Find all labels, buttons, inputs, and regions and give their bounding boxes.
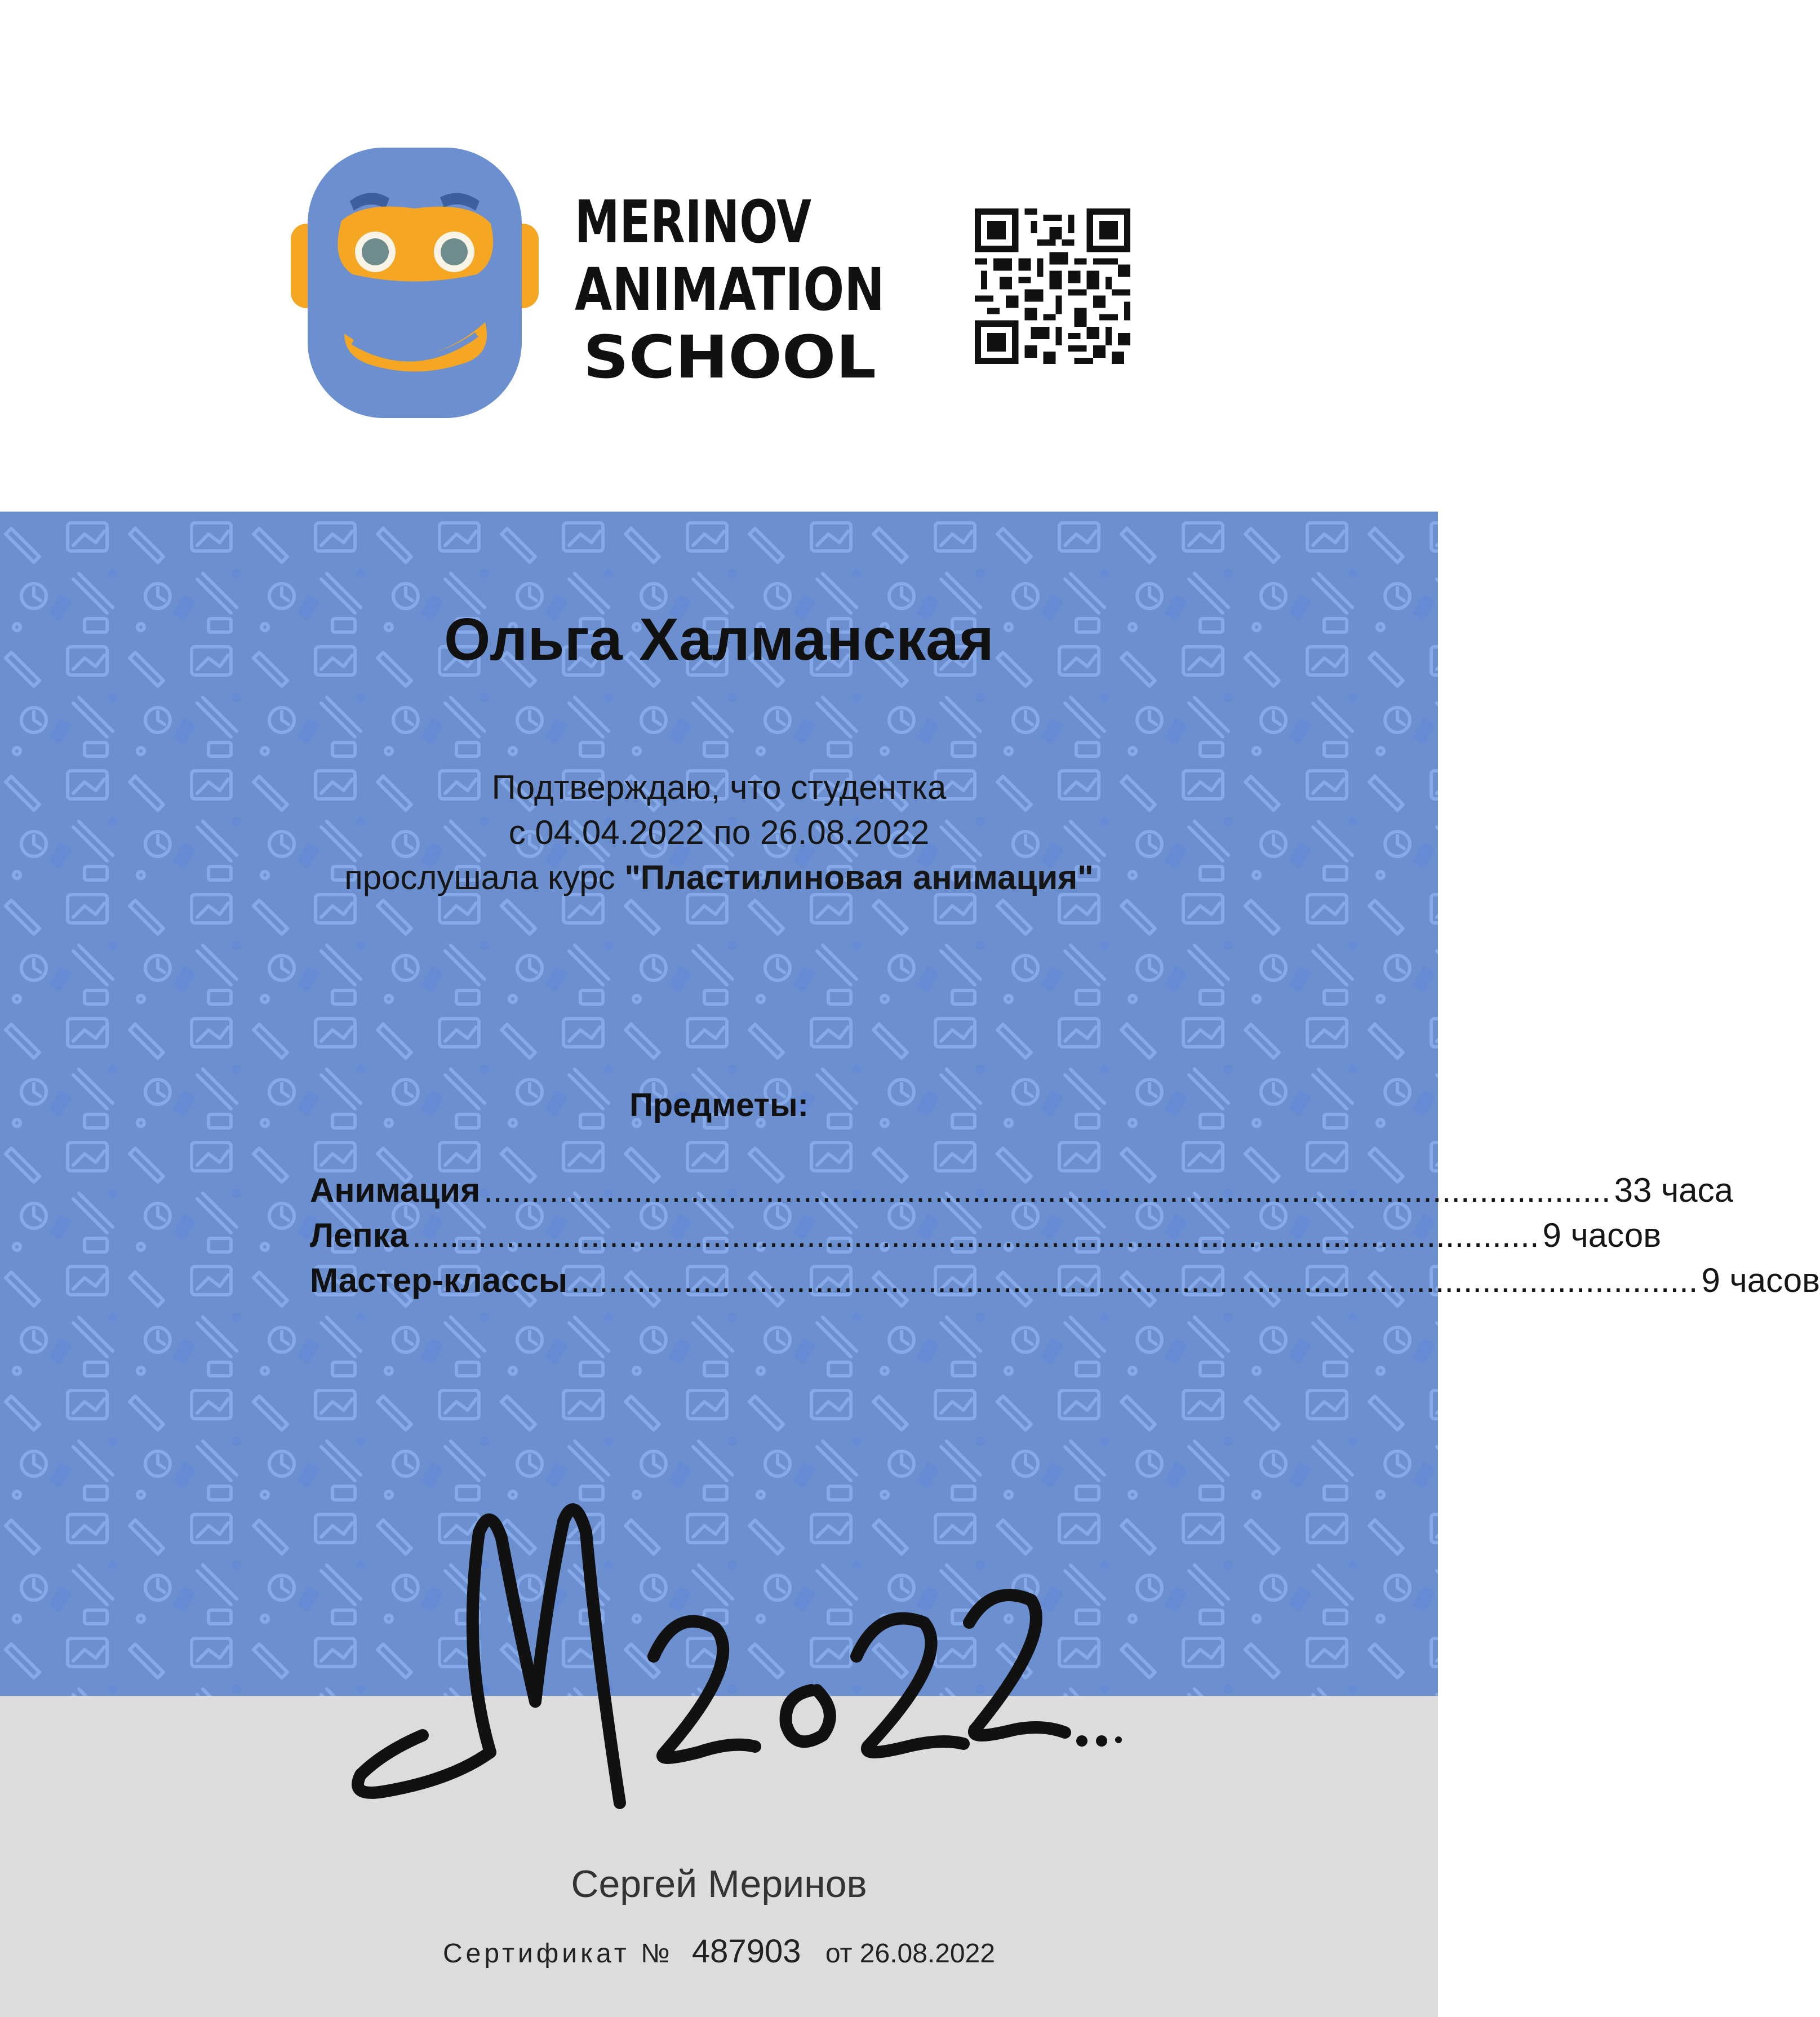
subject-name: Анимация [310, 1171, 481, 1209]
confirmation-text [0, 765, 1438, 900]
svg-text:ANIMATION: ANIMATION [575, 255, 885, 324]
confirmation-line-1: Подтверждаю, что студентка [491, 768, 947, 806]
subject-hours: 33 часа [1614, 1171, 1733, 1209]
school-logo [575, 186, 902, 394]
subject-row [310, 1261, 1820, 1306]
robot-mascot-icon [291, 148, 539, 418]
course-prefix: прослушала курс [344, 859, 625, 896]
subject-name: Мастер-классы [310, 1261, 568, 1299]
subjects-list [310, 1171, 1820, 1306]
subjects-title: Предметы: [629, 1087, 809, 1123]
certificate-label: Сертификат № [442, 1939, 673, 1969]
issue-date: 26.08.2022 [859, 1939, 996, 1969]
svg-text:SCHOOL: SCHOOL [583, 323, 876, 392]
date-label: от [825, 1939, 853, 1969]
qr-code-icon [975, 208, 1130, 364]
confirmation-line-3 [0, 855, 1438, 900]
subject-hours: 9 часов [1542, 1216, 1662, 1254]
student-name: Ольга Халманская [444, 606, 994, 673]
confirmation-line-2: с 04.04.2022 по 26.08.2022 [508, 814, 930, 851]
svg-text:MERINOV: MERINOV [575, 188, 811, 256]
course-name: "Пластилиновая анимация" [624, 859, 1094, 896]
certificate-number: 487903 [691, 1933, 801, 1970]
leader-dots: ........................................................................................................................ [571, 1261, 1698, 1299]
signer-name: Сергей Меринов [571, 1863, 867, 1905]
certificate-header [0, 0, 1438, 512]
leader-dots: ........................................................................................................................ [412, 1216, 1539, 1254]
subject-name: Лепка [310, 1216, 409, 1254]
subject-hours: 9 часов [1701, 1261, 1820, 1299]
certificate-number-line [0, 1932, 1438, 1970]
handwritten-signature [349, 1487, 1138, 1837]
leader-dots: ........................................................................................................................ [483, 1171, 1611, 1209]
subject-row [310, 1216, 1662, 1261]
subject-row [310, 1171, 1733, 1216]
